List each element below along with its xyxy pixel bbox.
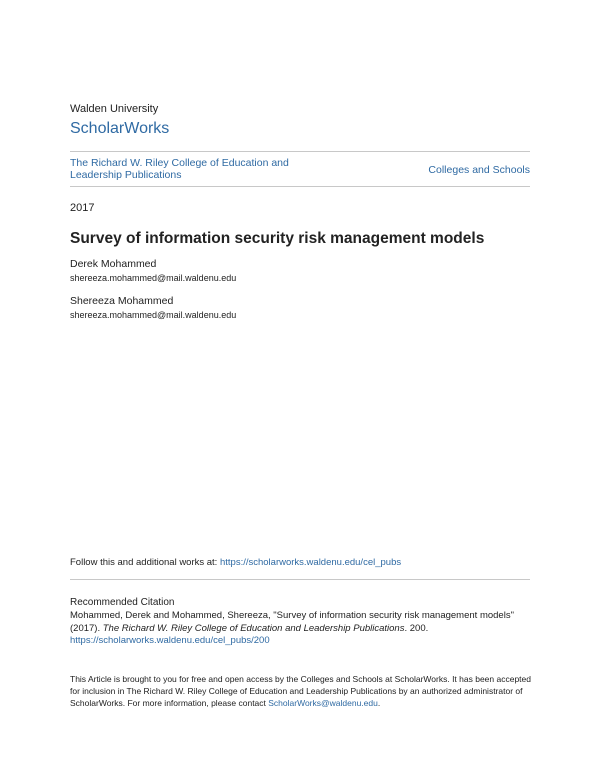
citation-url-link[interactable]: https://scholarworks.waldenu.edu/cel_pubs/200 <box>70 635 270 646</box>
footer-end: . <box>377 698 381 708</box>
divider-citation <box>70 579 530 580</box>
author-email: shereeza.mohammed@mail.waldenu.edu <box>70 273 237 283</box>
access-notice <box>70 673 540 709</box>
author-name: Shereeza Mohammed <box>70 295 174 307</box>
institution-name: Walden University <box>70 103 159 115</box>
article-title: Survey of information security risk management models <box>70 230 485 247</box>
author-name: Derek Mohammed <box>70 258 157 270</box>
follow-url-link[interactable]: https://scholarworks.waldenu.edu/cel_pubs <box>219 557 402 568</box>
author-email: shereeza.mohammed@mail.waldenu.edu <box>70 310 237 320</box>
contact-email-link[interactable]: ScholarWorks@waldenu.edu <box>268 698 378 708</box>
citation-text <box>70 610 540 648</box>
follow-text: Follow this and additional works at: <box>70 557 220 568</box>
collection-link[interactable]: The Richard W. Riley College of Education and Leadership Publications <box>70 157 289 181</box>
citation-heading: Recommended Citation <box>70 597 175 608</box>
footer-text: This Article is brought to you for free and open access by the Colleges and Schools at ScholarWorks. It has been accepted for inclusion in The Richard W. Riley College of Education and Leadership Publications by an authorized administrator of ScholarWorks. For more information, please contact <box>70 674 531 708</box>
citation-number: . 200. <box>404 622 429 634</box>
publication-year: 2017 <box>70 202 95 214</box>
divider-collection <box>70 186 530 187</box>
divider-top <box>70 151 530 152</box>
citation-main: Mohammed, Derek and Mohammed, Shereeza, "Survey of information security risk management models" (2017). <box>70 610 514 634</box>
scholarworks-link[interactable]: ScholarWorks <box>70 120 170 137</box>
follow-line <box>70 557 401 568</box>
citation-journal: The Richard W. Riley College of Education and Leadership Publications <box>102 622 405 634</box>
colleges-schools-link[interactable]: Colleges and Schools <box>428 164 530 176</box>
